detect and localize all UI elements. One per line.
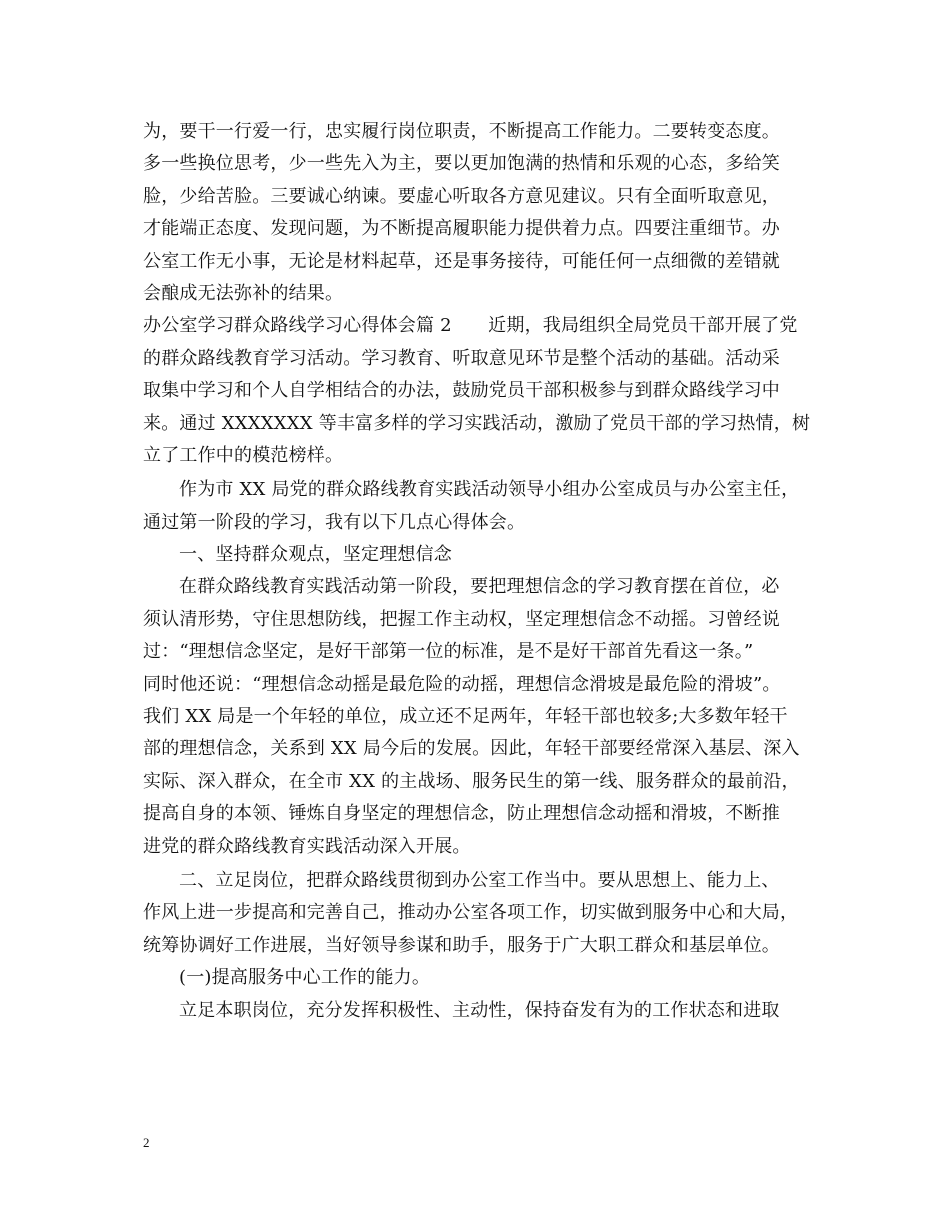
paragraph-start-line: 在群众路线教育实践活动第一阶段，要把理想信念的学习教育摆在首位，必 xyxy=(179,576,780,598)
text-line: 多一些换位思考，少一些先入为主，要以更加饱满的热情和乐观的心态，多给笑 xyxy=(143,153,780,175)
subheading-line: (一)提高服务中心工作的能力。 xyxy=(179,967,431,989)
text-line: 进党的群众路线教育实践活动深入开展。 xyxy=(143,835,471,857)
text-line: 才能端正态度、发现问题，为不断提高履职能力提供着力点。四要注重细节。办 xyxy=(143,218,780,240)
paragraph-start-line: 作为市 XX 局党的群众路线教育实践活动领导小组办公室成员与办公室主任， xyxy=(179,479,800,501)
text-line: 实际、深入群众，在全市 XX 的主战场、服务民生的第一线、服务群众的最前沿， xyxy=(143,770,800,792)
document-body xyxy=(143,116,823,1027)
text-line: 通过第一阶段的学习，我有以下几点心得体会。 xyxy=(143,511,526,533)
text-line: 来。通过 XXXXXXX 等丰富多样的学习实践活动，激励了党员干部的学习热情，树 xyxy=(143,412,811,434)
text-line: 部的理想信念，关系到 XX 局今后的发展。因此，年轻干部要经常深入基层、深入 xyxy=(143,738,800,760)
text-line: 会酿成无法弥补的结果。 xyxy=(143,282,344,304)
text-line: 统筹协调好工作进展，当好领导参谋和助手，服务于广大职工群众和基层单位。 xyxy=(143,934,780,956)
page-number: 2 xyxy=(143,1135,150,1150)
text-line: 脸，少给苦脸。三要诚心纳谏。要虚心听取各方意见建议。只有全面听取意见， xyxy=(143,185,780,207)
text-line: 提高自身的本领、锤炼自身坚定的理想信念，防止理想信念动摇和滑坡，不断推 xyxy=(143,803,780,825)
text-line: 公室工作无小事，无论是材料起草，还是事务接待，可能任何一点细微的差错就 xyxy=(143,250,780,272)
text-line: 为，要干一行爱一行，忠实履行岗位职责，不断提高工作能力。二要转变态度。 xyxy=(143,121,780,142)
text-line: 取集中学习和个人自学相结合的办法，鼓励党员干部积极参与到群众路线学习中 xyxy=(143,380,780,402)
paragraph-start-line: 二、立足岗位，把群众路线贯彻到办公室工作当中。要从思想上、能力上、 xyxy=(179,869,780,891)
text-line: 我们 XX 局是一个年轻的单位，成立还不足两年，年轻干部也较多;大多数年轻干 xyxy=(143,706,788,728)
text-line: 立了工作中的模范榜样。 xyxy=(143,444,344,466)
text-line: 的群众路线教育学习活动。学习教育、听取意见环节是整个活动的基础。活动采 xyxy=(143,347,780,369)
paragraph-start-line: 立足本职岗位，充分发挥积极性、主动性，保持奋发有为的工作状态和进取 xyxy=(179,999,780,1021)
text-line: 过：“理想信念坚定，是好干部第一位的标准，是不是好干部首先看这一条。” xyxy=(143,641,754,663)
text-line: 同时他还说：“理想信念动摇是最危险的动摇，理想信念滑坡是最危险的滑坡”。 xyxy=(143,673,781,695)
text-line: 须认清形势，守住思想防线，把握工作主动权，坚定理想信念不动摇。习曾经说 xyxy=(143,608,780,630)
subheading-line: 一、坚持群众观点，坚定理想信念 xyxy=(179,544,452,566)
section-heading-line: 办公室学习群众路线学习心得体会篇 2 近期，我局组织全局党员干部开展了党 xyxy=(143,315,798,337)
text-line: 作风上进一步提高和完善自己，推动办公室各项工作，切实做到服务中心和大局， xyxy=(143,902,799,924)
